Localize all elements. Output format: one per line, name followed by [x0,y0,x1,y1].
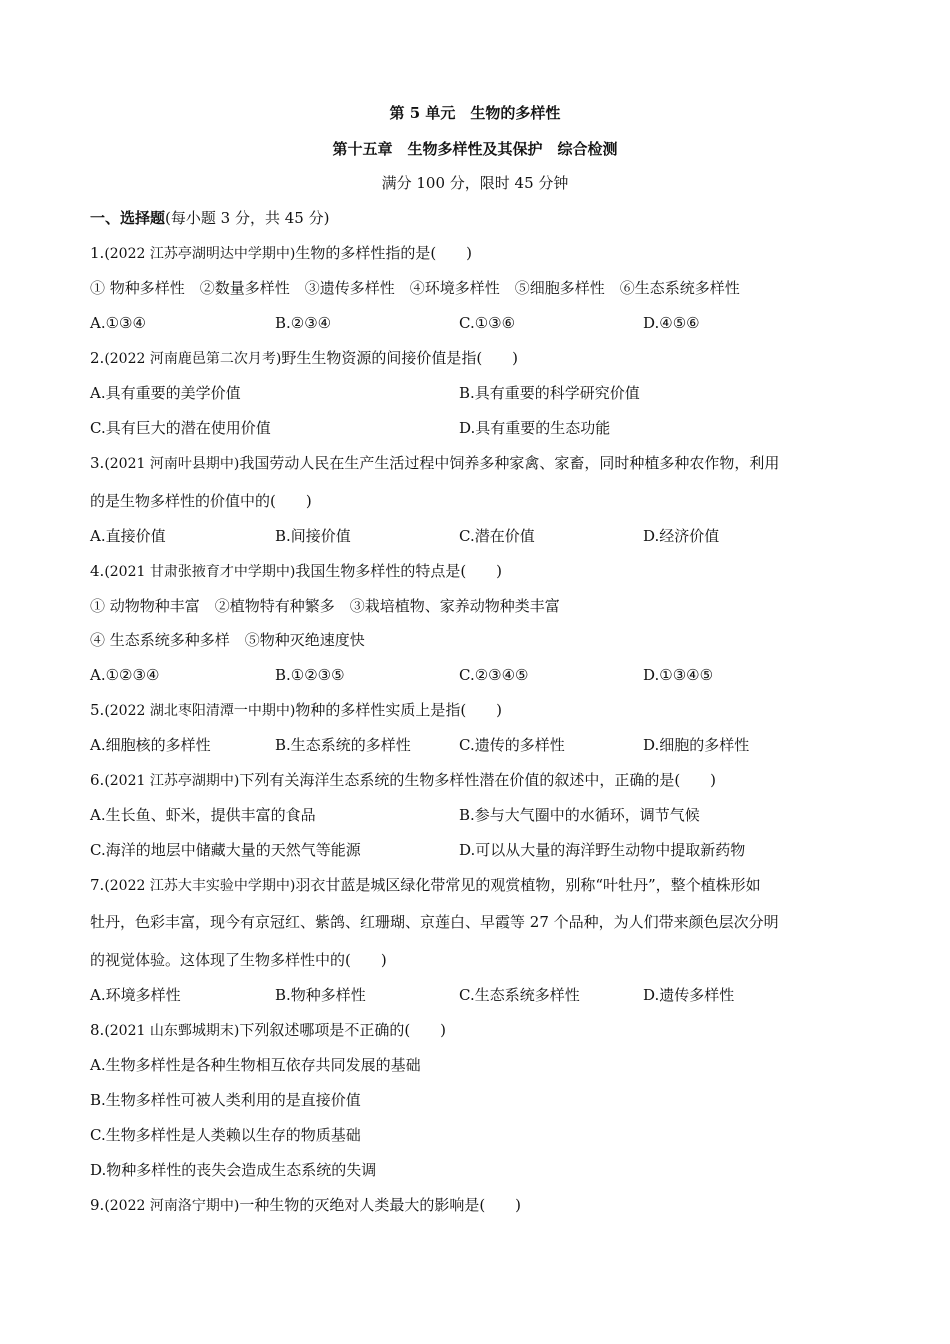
scoring-note: 满分 100 分，限时 45 分钟 [381,174,569,192]
question-1-items: ① 物种多样性 ②数量多样性 ③遗传多样性 ④环境多样性 ⑤细胞多样性 ⑥生态系统多样性 [90,279,740,297]
option-a: A.生物多样性是各种生物相互依存共同发展的基础 [90,1056,421,1074]
question-stem: 下列叙述哪项是不正确的( ) [239,1021,447,1039]
option-a: A.①②③④ [90,666,160,684]
question-number: 8. [90,1021,105,1039]
question-4-items-cont: ④ 生态系统多种多样 ⑤物种灭绝速度快 [90,631,365,649]
question-1 [90,243,472,264]
option-d: D.①③④⑤ [643,666,714,684]
option-b: B.间接价值 [275,527,351,545]
question-source: (2022 湖北枣阳清潭一中期中) [104,703,296,719]
question-number: 4. [90,562,105,580]
option-b: B.生物多样性可被人类利用的是直接价值 [90,1091,361,1109]
question-source: (2022 河南洛宁期中) [104,1198,240,1214]
option-d: D.遗传多样性 [643,986,735,1004]
section-title: 一、选择题 [90,209,166,227]
section-note: (每小题 3 分，共 45 分) [165,209,330,227]
question-source: (2022 江苏大丰实验中学期中) [104,878,296,894]
question-7-cont: 牡丹，色彩丰富，现今有京冠红、紫鸽、红珊瑚、京莲白、早霞等 27 个品种，为人们带来颜色层次分明 [90,913,779,931]
option-a: A.细胞核的多样性 [90,736,211,754]
question-source: (2021 河南叶县期中) [104,456,240,472]
option-c: C.具有巨大的潜在使用价值 [90,419,271,437]
question-stem: 野生生物资源的间接价值是指( ) [281,349,519,367]
option-c: C.生物多样性是人类赖以生存的物质基础 [90,1126,361,1144]
option-b: B.参与大气圈中的水循环，调节气候 [459,806,700,824]
question-number: 1. [90,244,105,262]
question-3-cont: 的是生物多样性的价值中的( ) [90,492,312,510]
option-d: D.细胞的多样性 [643,736,750,754]
question-number: 7. [90,876,105,894]
question-number: 3. [90,454,105,472]
question-5 [90,700,502,721]
option-c: C.②③④⑤ [459,666,529,684]
question-source: (2022 江苏亭湖明达中学期中) [104,246,296,262]
option-c: C.海洋的地层中储藏大量的天然气等能源 [90,841,361,859]
question-number: 5. [90,701,105,719]
unit-title: 第 5 单元 生物的多样性 [389,104,561,122]
question-7-cont-2: 的视觉体验。这体现了生物多样性中的( ) [90,951,387,969]
option-d: D.④⑤⑥ [643,314,700,332]
question-2 [90,348,518,369]
question-stem: 下列有关海洋生态系统的生物多样性潜在价值的叙述中，正确的是( ) [239,771,717,789]
option-a: A.①③④ [90,314,146,332]
option-b: B.②③④ [275,314,332,332]
question-8 [90,1020,446,1041]
option-c: C.遗传的多样性 [459,736,565,754]
question-4 [90,561,502,582]
option-c: C.生态系统多样性 [459,986,580,1004]
option-a: A.直接价值 [90,527,166,545]
question-3 [90,453,779,474]
option-d: D.具有重要的生态功能 [459,419,611,437]
section-heading [90,208,329,228]
question-source: (2021 山东鄄城期末) [104,1023,240,1039]
question-stem: 我国劳动人民在生产生活过程中饲养多种家禽、家畜，同时种植多种农作物，利用 [239,454,780,472]
question-9 [90,1195,521,1216]
option-a: A.环境多样性 [90,986,181,1004]
option-b: B.具有重要的科学研究价值 [459,384,640,402]
option-a: A.具有重要的美学价值 [90,384,241,402]
question-6 [90,770,716,791]
option-d: D.物种多样性的丧失会造成生态系统的失调 [90,1161,377,1179]
option-b: B.①②③⑤ [275,666,345,684]
question-stem: 物种的多样性实质上是指( ) [295,701,503,719]
option-c: C.①③⑥ [459,314,516,332]
option-a: A.生长鱼、虾米，提供丰富的食品 [90,806,316,824]
option-b: B.生态系统的多样性 [275,736,411,754]
option-d: D.经济价值 [643,527,720,545]
chapter-title: 第十五章 生物多样性及其保护 综合检测 [332,140,618,158]
option-d: D.可以从大量的海洋野生动物中提取新药物 [459,841,746,859]
question-stem: 羽衣甘蓝是城区绿化带常见的观赏植物，别称“叶牡丹”，整个植株形如 [295,876,761,894]
question-stem: 一种生物的灭绝对人类最大的影响是( ) [239,1196,522,1214]
question-source: (2021 江苏亭湖期中) [104,773,240,789]
question-stem: 生物的多样性指的是( ) [295,244,473,262]
question-source: (2021 甘肃张掖育才中学期中) [104,564,296,580]
option-b: B.物种多样性 [275,986,366,1004]
question-stem: 我国生物多样性的特点是( ) [295,562,503,580]
question-number: 2. [90,349,105,367]
question-number: 6. [90,771,105,789]
question-source: (2022 河南鹿邑第二次月考) [104,351,282,367]
question-number: 9. [90,1196,105,1214]
option-c: C.潜在价值 [459,527,535,545]
question-4-items: ① 动物物种丰富 ②植物特有种繁多 ③栽培植物、家养动物种类丰富 [90,597,560,615]
question-7 [90,875,761,896]
